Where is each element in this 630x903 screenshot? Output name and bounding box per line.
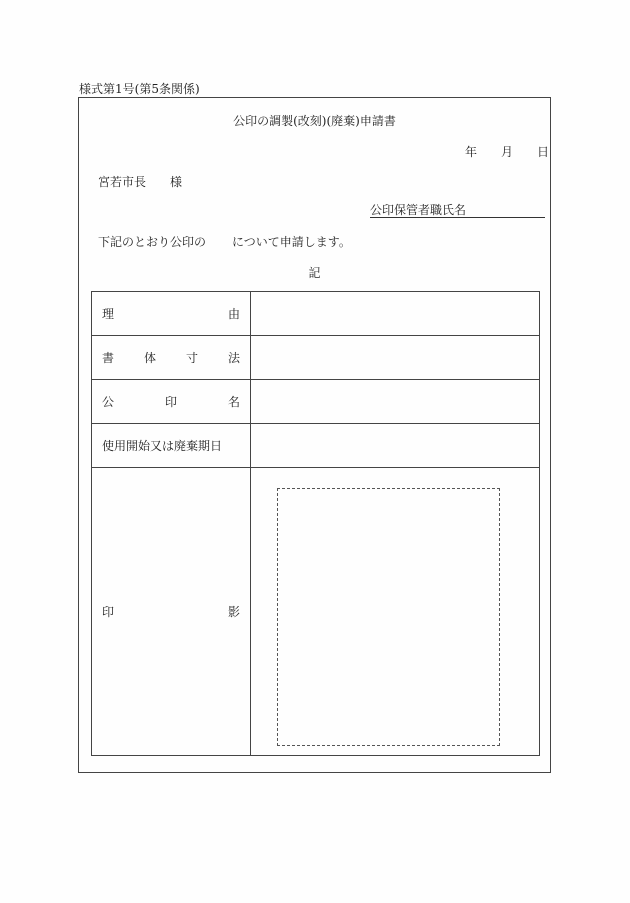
dimensions-label — [92, 336, 251, 380]
label-char: 印 — [164, 395, 177, 409]
label-char: 名 — [227, 395, 240, 409]
impression-label — [92, 468, 251, 756]
addressee — [98, 173, 182, 190]
form-number: 様式第1号(第5条関係) — [79, 82, 200, 96]
seal-name-label — [92, 380, 251, 424]
table-row — [92, 336, 540, 380]
label-char: 理 — [102, 307, 115, 321]
seal-impression-box[interactable] — [277, 488, 500, 746]
addressee-honorific: 様 — [170, 175, 183, 189]
label-char: 公 — [102, 395, 115, 409]
request-statement — [98, 233, 351, 250]
seal-name-input[interactable] — [251, 380, 540, 424]
reason-input[interactable] — [251, 292, 540, 336]
start-date-input[interactable] — [251, 424, 540, 468]
ki-heading: 記 — [308, 266, 321, 280]
date-month: 月 — [501, 145, 514, 159]
label-char: 影 — [227, 605, 240, 619]
form-title: 公印の調製(改刻)(廃棄)申請書 — [233, 114, 396, 128]
statement-after: について申請します。 — [232, 235, 351, 249]
seal-holder-name-field[interactable] — [370, 203, 545, 218]
table-row — [92, 380, 540, 424]
date-year: 年 — [465, 145, 478, 159]
label-char: 法 — [227, 351, 240, 365]
label-char: 書 — [102, 351, 115, 365]
table-row — [92, 424, 540, 468]
table-row — [92, 292, 540, 336]
addressee-name: 宮若市長 — [98, 175, 147, 189]
date-day: 日 — [537, 145, 550, 159]
statement-before: 下記のとおり公印の — [98, 235, 207, 249]
start-date-label: 使用開始又は廃棄期日 — [92, 424, 251, 468]
label-char: 由 — [227, 307, 240, 321]
seal-holder-label: 公印保管者職氏名 — [370, 203, 467, 217]
application-form — [78, 97, 551, 773]
reason-label — [92, 292, 251, 336]
label-char: 体 — [143, 351, 156, 365]
dimensions-input[interactable] — [251, 336, 540, 380]
label-char: 印 — [102, 605, 115, 619]
label-char: 寸 — [185, 351, 198, 365]
